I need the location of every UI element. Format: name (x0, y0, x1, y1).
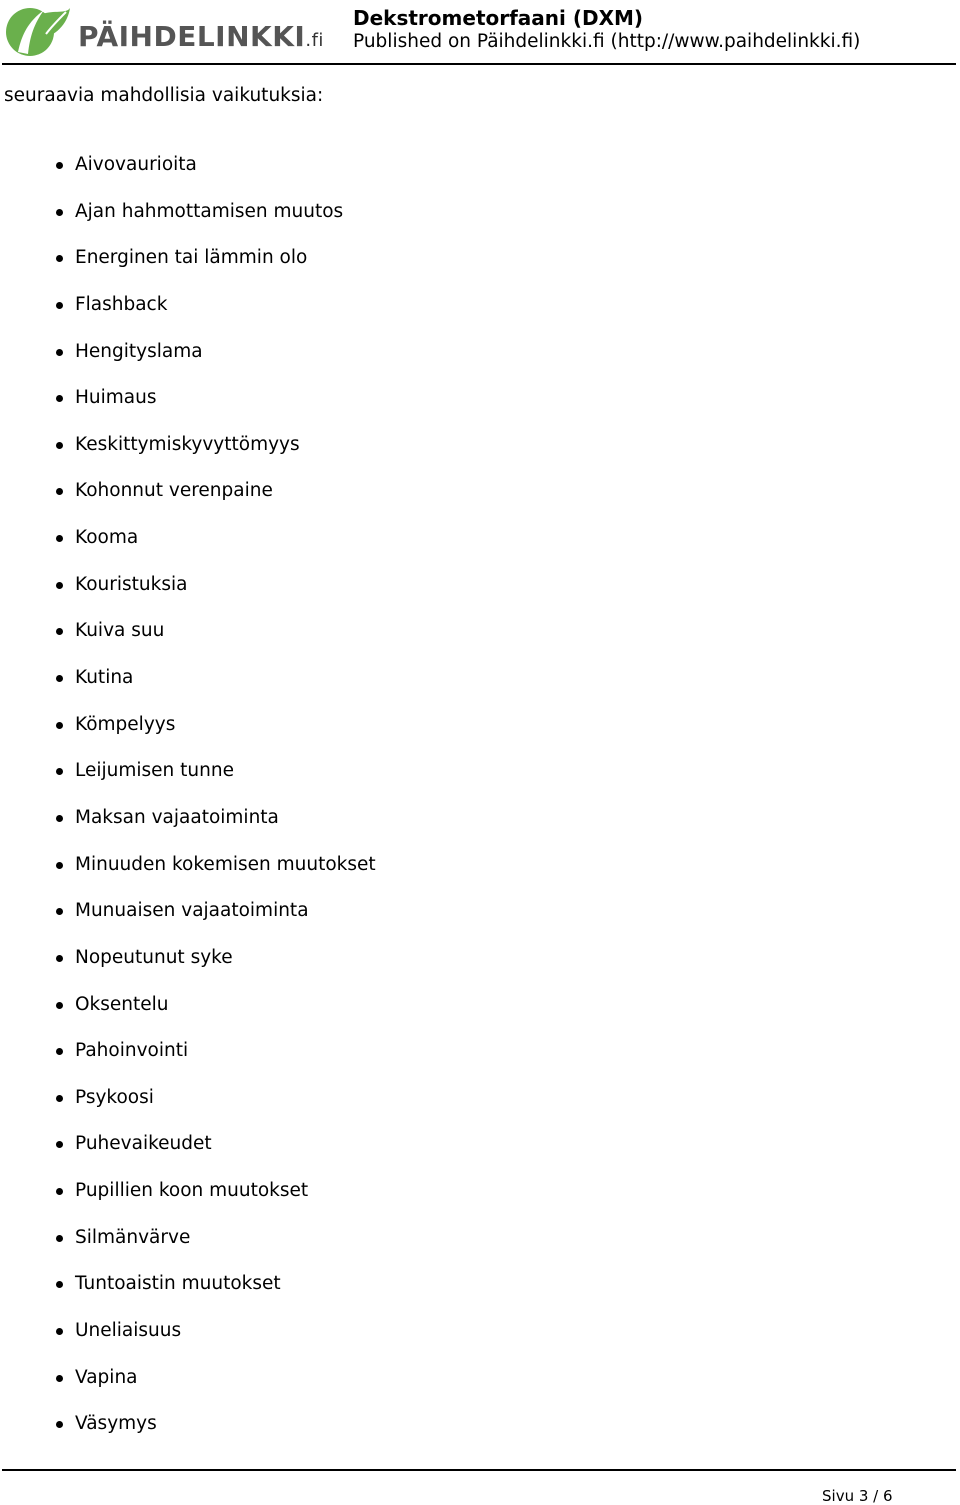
list-item (0, 1215, 376, 1262)
list-item (0, 515, 376, 562)
list-item (0, 1355, 376, 1402)
list-item (0, 375, 376, 422)
page-header (0, 0, 960, 64)
list-item (0, 562, 376, 609)
list-item-label: Silmänvärve (75, 1226, 191, 1248)
list-item-label: Huimaus (75, 387, 157, 409)
list-item-label: Tuntoaistin muutokset (75, 1273, 281, 1295)
list-item (0, 1401, 376, 1448)
list-item (0, 1075, 376, 1122)
list-item (0, 468, 376, 515)
list-item-label: Puhevaikeudet (75, 1133, 212, 1155)
list-item (0, 235, 376, 282)
bullet-icon (56, 675, 63, 682)
list-item-label: Flashback (75, 293, 168, 315)
list-item-label: Keskittymiskyvyttömyys (75, 433, 300, 455)
bullet-icon (56, 349, 63, 356)
bullet-icon (56, 488, 63, 495)
list-item-label: Väsymys (75, 1413, 157, 1435)
bullet-icon (56, 908, 63, 915)
bullet-icon (56, 862, 63, 869)
list-item-label: Kömpelyys (75, 713, 176, 735)
list-item-label: Kooma (75, 527, 139, 549)
leaf-logo-icon (4, 4, 74, 60)
bullet-icon (56, 1421, 63, 1428)
list-item (0, 888, 376, 935)
list-item-label: Pahoinvointi (75, 1040, 189, 1062)
list-item-label: Pupillien koon muutokset (75, 1180, 309, 1202)
bullet-icon (56, 815, 63, 822)
logo-wordmark (78, 20, 324, 53)
page-number: Sivu 3 / 6 (822, 1487, 893, 1505)
bullet-icon (56, 1095, 63, 1102)
bullet-icon (56, 1375, 63, 1382)
effects-list (0, 142, 376, 1448)
header-divider (2, 63, 956, 65)
list-item (0, 142, 376, 189)
list-item (0, 1028, 376, 1075)
list-item-label: Kuiva suu (75, 620, 165, 642)
bullet-icon (56, 1328, 63, 1335)
bullet-icon (56, 535, 63, 542)
list-item (0, 608, 376, 655)
list-item-label: Munuaisen vajaatoiminta (75, 900, 309, 922)
list-item-label: Kutina (75, 667, 134, 689)
list-item (0, 1121, 376, 1168)
bullet-icon (56, 1188, 63, 1195)
list-item-label: Kouristuksia (75, 573, 188, 595)
list-item (0, 1168, 376, 1215)
intro-text: seuraavia mahdollisia vaikutuksia: (4, 85, 324, 106)
bullet-icon (56, 722, 63, 729)
bullet-icon (56, 1141, 63, 1148)
list-item-label: Kohonnut verenpaine (75, 480, 273, 502)
logo-suffix: .fi (305, 30, 324, 51)
paihdelinkki-logo[interactable] (4, 4, 324, 60)
list-item (0, 1261, 376, 1308)
published-on-line[interactable]: Published on Päihdelinkki.fi (http://www.paihdelinkki.fi) (353, 31, 861, 52)
bullet-icon (56, 255, 63, 262)
list-item (0, 422, 376, 469)
bullet-icon (56, 628, 63, 635)
list-item-label: Oksentelu (75, 993, 169, 1015)
list-item (0, 1308, 376, 1355)
bullet-icon (56, 582, 63, 589)
bullet-icon (56, 442, 63, 449)
bullet-icon (56, 162, 63, 169)
list-item (0, 329, 376, 376)
bullet-icon (56, 209, 63, 216)
list-item (0, 795, 376, 842)
bullet-icon (56, 302, 63, 309)
logo-name: PÄIHDELINKKI (78, 20, 306, 53)
list-item-label: Maksan vajaatoiminta (75, 806, 279, 828)
bullet-icon (56, 1281, 63, 1288)
list-item-label: Ajan hahmottamisen muutos (75, 200, 344, 222)
bullet-icon (56, 768, 63, 775)
bullet-icon (56, 1048, 63, 1055)
list-item (0, 702, 376, 749)
list-item (0, 189, 376, 236)
list-item-label: Leijumisen tunne (75, 760, 234, 782)
list-item-label: Nopeutunut syke (75, 946, 233, 968)
list-item (0, 982, 376, 1029)
list-item-label: Psykoosi (75, 1086, 154, 1108)
list-item (0, 842, 376, 889)
list-item-label: Energinen tai lämmin olo (75, 247, 308, 269)
bullet-icon (56, 955, 63, 962)
footer-divider (2, 1469, 956, 1471)
list-item (0, 935, 376, 982)
list-item-label: Minuuden kokemisen muutokset (75, 853, 376, 875)
bullet-icon (56, 395, 63, 402)
list-item-label: Hengityslama (75, 340, 203, 362)
list-item-label: Aivovaurioita (75, 154, 197, 175)
list-item-label: Uneliaisuus (75, 1320, 182, 1342)
document-title: Dekstrometorfaani (DXM) (353, 6, 644, 30)
list-item (0, 282, 376, 329)
bullet-icon (56, 1002, 63, 1009)
bullet-icon (56, 1235, 63, 1242)
list-item-label: Vapina (75, 1366, 138, 1388)
list-item (0, 655, 376, 702)
list-item (0, 748, 376, 795)
